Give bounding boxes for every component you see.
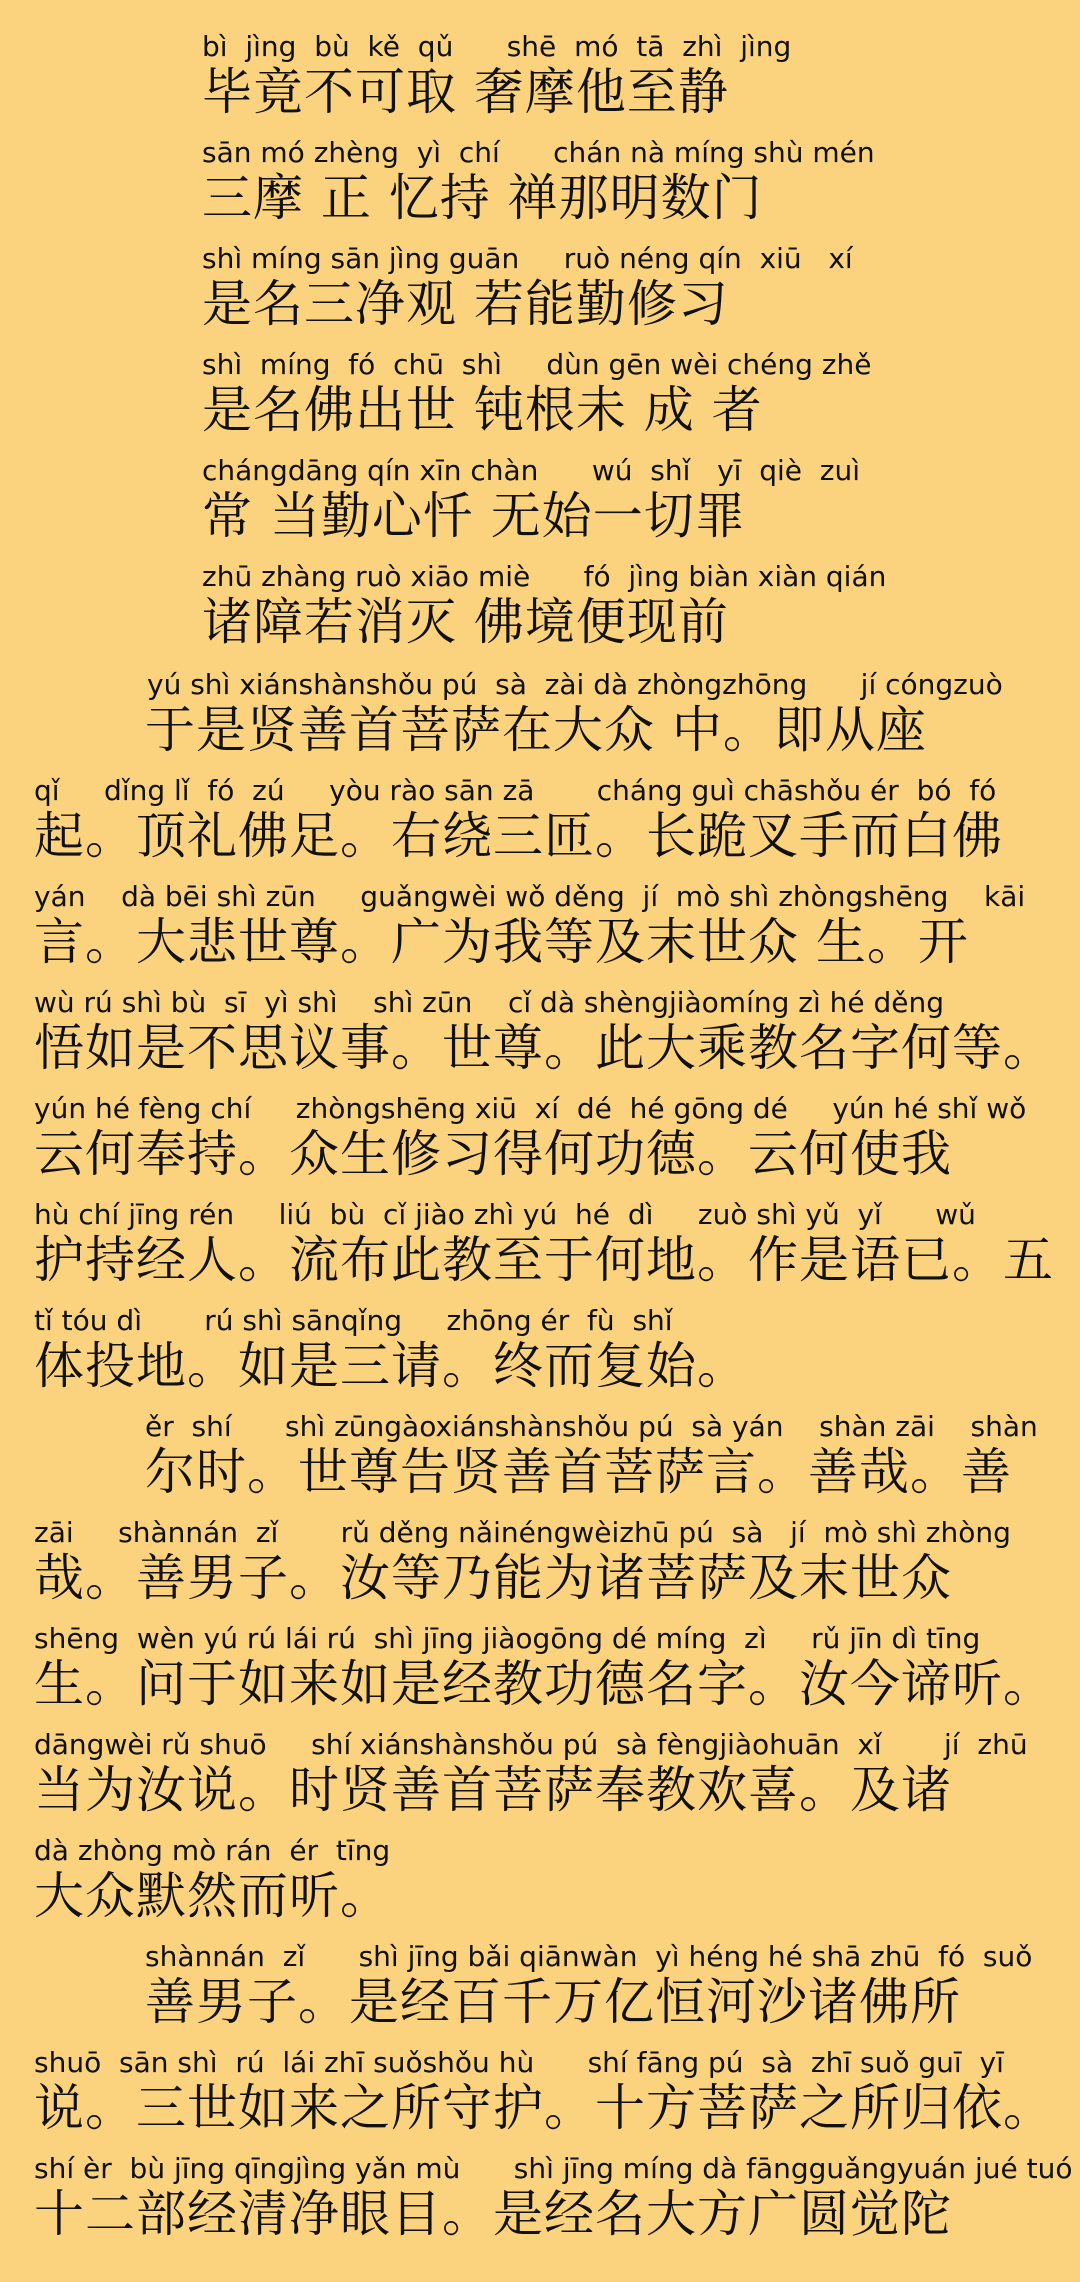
hanzi-line: 十二部经清净眼目。是经名大方广圆觉陀 [34,2185,952,2243]
pinyin-line: dà zhòng mò rán ér tīng [34,1834,391,1867]
hanzi-line: 诸障若消灭 佛境便现前 [202,593,729,651]
pinyin-line: ěr shí shì zūngàoxiánshànshǒu pú sà yán shàn zāi shàn [145,1410,1038,1443]
pinyin-line: shì míng fó chū shì dùn gēn wèi chéng zhě [202,348,872,381]
hanzi-line: 毕竟不可取 奢摩他至静 [202,63,729,121]
pinyin-line: shēng wèn yú rú lái rú shì jīng jiàogōng dé míng zì rǔ jīn dì tīng [34,1622,981,1655]
pinyin-line: qǐ dǐng lǐ fó zú yòu rào sān zā cháng guì chāshǒu ér bó fó [34,774,997,807]
hanzi-line: 护持经人。流布此教至于何地。作是语已。五 [34,1231,1054,1289]
hanzi-line: 哉。善男子。汝等乃能为诸菩萨及末世众 [34,1549,952,1607]
pinyin-line: zāi shànnán zǐ rǔ děng nǎinéngwèizhū pú sà jí mò shì zhòng [34,1516,1011,1549]
pinyin-line: tǐ tóu dì rú shì sānqǐng zhōng ér fù shǐ [34,1304,673,1337]
pinyin-line: sān mó zhèng yì chí chán nà míng shù mén [202,136,875,169]
hanzi-line: 三摩 正 忆持 禅那明数门 [202,169,763,227]
pinyin-line: hù chí jīng rén liú bù cǐ jiào zhì yú hé dì zuò shì yǔ yǐ wǔ [34,1198,976,1231]
pinyin-line: wù rú shì bù sī yì shì shì zūn cǐ dà shèngjiàomíng zì hé děng [34,986,945,1019]
pinyin-line: zhū zhàng ruò xiāo miè fó jìng biàn xiàn qián [202,560,887,593]
hanzi-line: 言。大悲世尊。广为我等及末世众 生。开 [34,913,969,971]
pinyin-line: dāngwèi rǔ shuō shí xiánshànshǒu pú sà fèngjiàohuān xǐ jí zhū [34,1728,1028,1761]
hanzi-line: 悟如是不思议事。世尊。此大乘教名字何等。 [34,1019,1054,1077]
pinyin-line: yán dà bēi shì zūn guǎngwèi wǒ děng jí mò shì zhòngshēng kāi [34,880,1026,913]
pinyin-line: shuō sān shì rú lái zhī suǒshǒu hù shí fāng pú sà zhī suǒ guī yī [34,2046,1004,2079]
hanzi-line: 说。三世如来之所守护。十方菩萨之所归依。 [34,2079,1054,2137]
pinyin-line: bì jìng bù kě qǔ shē mó tā zhì jìng [202,30,792,63]
hanzi-line: 起。顶礼佛足。右绕三匝。长跪叉手而白佛 [34,807,1003,865]
hanzi-line: 大众默然而听。 [34,1867,391,1925]
hanzi-line: 善男子。是经百千万亿恒河沙诸佛所 [145,1973,961,2031]
hanzi-line: 生。问于如来如是经教功德名字。汝今谛听。 [34,1655,1054,1713]
hanzi-line: 于是贤善首菩萨在大众 中。即从座 [145,701,927,759]
pinyin-line: shì míng sān jìng guān ruò néng qín xiū xí [202,242,853,275]
pinyin-line: shànnán zǐ shì jīng bǎi qiānwàn yì héng hé shā zhū fó suǒ [145,1940,1033,1973]
hanzi-line: 当为汝说。时贤善首菩萨奉教欢喜。及诸 [34,1761,952,1819]
hanzi-line: 体投地。如是三请。终而复始。 [34,1337,748,1395]
pinyin-line: yú shì xiánshànshǒu pú sà zài dà zhòngzhōng jí cóngzuò [147,668,1003,701]
pinyin-line: shí èr bù jīng qīngjìng yǎn mù shì jīng míng dà fāngguǎngyuán jué tuó [34,2152,1073,2185]
hanzi-line: 尔时。世尊告贤善首菩萨言。善哉。善 [145,1443,1012,1501]
pinyin-line: yún hé fèng chí zhòngshēng xiū xí dé hé gōng dé yún hé shǐ wǒ [34,1092,1027,1125]
hanzi-line: 是名三净观 若能勤修习 [202,275,729,333]
pinyin-line: chángdāng qín xīn chàn wú shǐ yī qiè zuì [202,454,861,487]
hanzi-line: 常 当勤心忏 无始一切罪 [202,487,746,545]
hanzi-line: 是名佛出世 钝根未 成 者 [202,381,763,439]
hanzi-line: 云何奉持。众生修习得何功德。云何使我 [34,1125,952,1183]
